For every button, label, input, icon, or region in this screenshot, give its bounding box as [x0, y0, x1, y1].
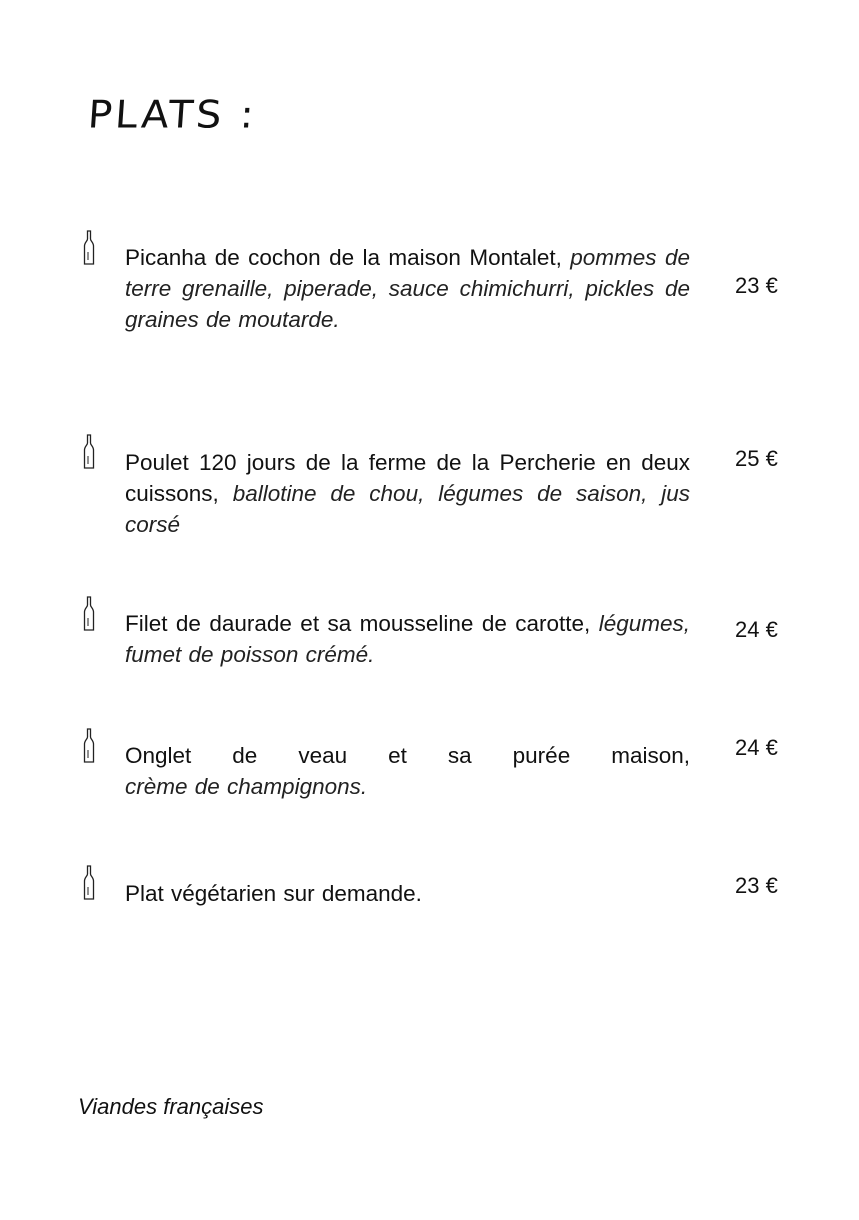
dish-text: [125, 740, 690, 802]
dish-text: [125, 608, 690, 670]
dish-description: ballotine de chou, légumes de saison, jus corsé: [125, 481, 690, 537]
bottle-icon: [82, 434, 96, 470]
dish-price: 24 €: [735, 735, 778, 760]
dish-text: [125, 878, 690, 909]
page-title: PLATS :: [86, 93, 259, 137]
bottle-icon: [82, 596, 96, 632]
dish-description: crème de champignons.: [125, 774, 368, 799]
footer-note: Viandes françaises: [78, 1094, 264, 1119]
dish-name: Onglet de veau et sa purée maison,: [125, 743, 690, 768]
dish-text: [125, 242, 690, 335]
bottle-icon: [82, 728, 96, 764]
dish-price: 25 €: [735, 446, 778, 471]
dish-text: [125, 447, 690, 540]
dish-description: pommes de terre grenaille, piperade, sauce chimichurri, pickles de graines de moutarde.: [125, 245, 690, 332]
dish-name: Plat végétarien sur demande.: [125, 881, 422, 906]
dish-price: 23 €: [735, 273, 778, 298]
dish-name: Poulet 120 jours de la ferme de la Percherie en deux cuissons,: [125, 450, 690, 506]
bottle-icon: [82, 865, 96, 901]
bottle-icon: [82, 230, 96, 266]
dish-name: Picanha de cochon de la maison Montalet,: [125, 245, 562, 270]
dish-name: Filet de daurade et sa mousseline de carotte,: [125, 611, 591, 636]
dish-price: 24 €: [735, 617, 778, 642]
dish-description: légumes, fumet de poisson crémé.: [125, 611, 690, 667]
dish-price: 23 €: [735, 873, 778, 898]
